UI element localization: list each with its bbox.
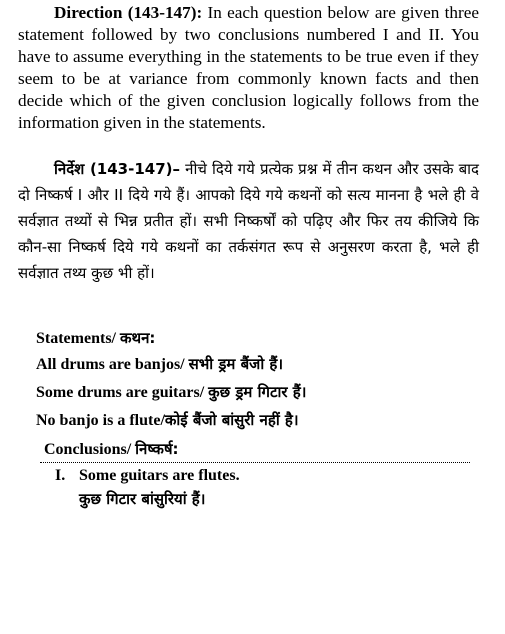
dotted-divider: [40, 462, 470, 463]
statement-2-hindi: कुछ ड्रम गिटार हैं।: [208, 383, 307, 401]
statements-heading-hindi: कथन:: [119, 329, 156, 347]
conclusion-1-number: I.: [55, 467, 66, 484]
conclusion-1-hindi: कुछ गिटार बांसुरियां हैं।: [79, 490, 206, 508]
statements-heading-english: Statements/: [36, 330, 120, 347]
direction-hindi-label: निर्देश (143-147)–: [54, 160, 181, 178]
statement-1-hindi: सभी ड्रम बैंजो हैं।: [188, 355, 284, 373]
statement-2: [36, 382, 306, 402]
direction-hindi-paragraph: [18, 156, 479, 286]
conclusion-1-english: Some guitars are flutes.: [79, 467, 240, 484]
statements-heading: [36, 328, 155, 348]
conclusions-heading-hindi: निष्कर्ष:: [135, 440, 179, 458]
direction-hindi-text: नीचे दिये गये प्रत्येक प्रश्न में तीन कथन और उसके बाद दो निष्कर्ष I और II दिये गये हैं। आपको दिये गये कथनों को सत्य मानना है भले ही वे सर्वज्ञात तथ्यों से भिन्न प्रतीत हों। सभी निष्कर्षों को पढ़िए और फिर तय कीजिये कि कौन-सा निष्कर्ष दिये गये कथनों का तर्कसंगत रूप से अनुसरण करता है, भले ही सर्वज्ञात तथ्य कुछ भी हों।: [18, 160, 480, 282]
statement-3-hindi: कोई बैंजो बांसुरी नहीं है।: [164, 411, 299, 429]
conclusions-heading: [44, 439, 179, 459]
statement-1-english: All drums are banjos/: [36, 356, 189, 373]
direction-english-label: Direction (143-147):: [54, 3, 203, 22]
statement-3-english: No banjo is a flute/: [36, 412, 165, 429]
statement-3: [36, 410, 299, 430]
direction-english-text: In each question below are given three statement followed by two conclusions numbered I and II. You have to assume everything in the statements to be true even if they seem to be at variance from commonly known facts and then decide which of the given conclusion logically follows from the information given in the statements.: [18, 3, 480, 132]
conclusion-1: [55, 467, 240, 485]
statement-2-english: Some drums are guitars/: [36, 384, 209, 401]
conclusions-heading-english: Conclusions/: [44, 441, 136, 458]
statement-1: [36, 354, 283, 374]
direction-english-paragraph: [18, 2, 479, 134]
